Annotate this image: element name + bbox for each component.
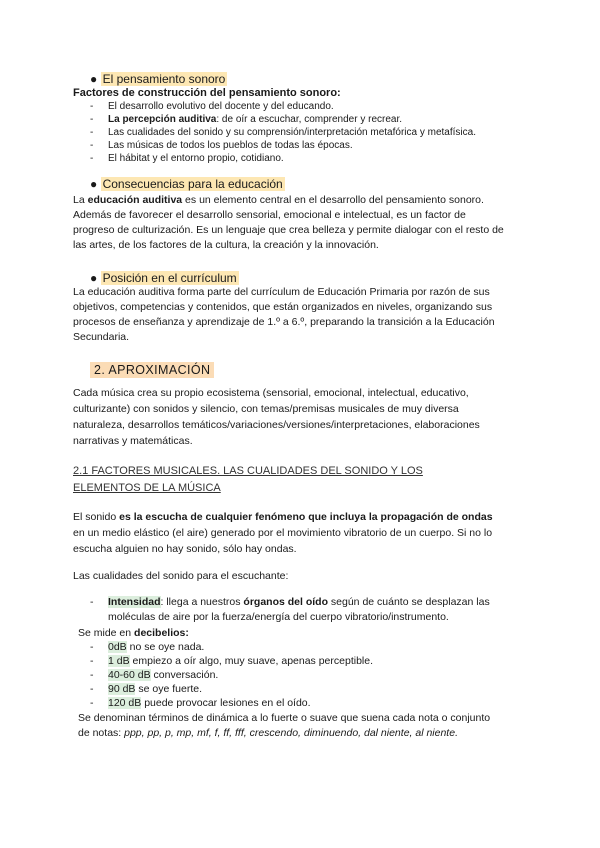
list-item: - La percepción auditiva: de oír a escuchar, comprender y recrear. bbox=[90, 114, 403, 125]
list-item: - Las músicas de todos los pueblos de todas las épocas. bbox=[90, 140, 353, 151]
paragraph-line: Además de favorecer el desarrollo sensorial, emocional e intelectual, es un factor de bbox=[73, 209, 466, 221]
paragraph-line: objetivos, competencias y contenidos, que están organizados en niveles, organizando sus bbox=[73, 301, 493, 313]
paragraph-line: Las cualidades del sonido para el escuchante: bbox=[73, 570, 289, 582]
paragraph-line: las artes, de los factores de la cultura, la creación y la innovación. bbox=[73, 239, 379, 251]
decibel-intro: Se mide en decibelios: bbox=[78, 627, 189, 639]
db-item: - 90 dB se oye fuerte. bbox=[90, 683, 202, 695]
paragraph-line: culturizante) con sonidos y silencio, con temas/premisas musicales de muy diversa bbox=[73, 403, 459, 415]
paragraph-line: La educación auditiva forma parte del currículum de Educación Primaria por razón de sus bbox=[73, 286, 490, 298]
subsection-heading-line2: ELEMENTOS DE LA MÚSICA bbox=[73, 482, 221, 494]
paragraph-line: La educación auditiva es un elemento central en el desarrollo del pensamiento sonoro. bbox=[73, 194, 484, 206]
bullet-icon: ● bbox=[90, 177, 98, 191]
bullet-icon: ● bbox=[90, 72, 98, 86]
paragraph-line: naturaleza, desarrollos temáticos/variaciones/versiones/interpretaciones, elaboraciones bbox=[73, 419, 480, 431]
subsection-heading-line1: 2.1 FACTORES MUSICALES. LAS CUALIDADES DEL SONIDO Y LOS bbox=[73, 465, 423, 477]
section-heading-pensamiento: ● El pensamiento sonoro bbox=[90, 72, 226, 86]
paragraph-line: Secundaria. bbox=[73, 331, 130, 343]
bullet-icon: ● bbox=[90, 271, 98, 285]
paragraph-line: escucha alguien no hay sonido, sólo hay ondas. bbox=[73, 543, 297, 555]
factors-subheading: Factores de construcción del pensamiento sonoro: bbox=[73, 87, 341, 99]
paragraph-line: progreso de culturización. Es un lenguaje que crea belleza y permite dialogar con el resto de bbox=[73, 224, 504, 236]
paragraph-line: El sonido es la escucha de cualquier fenómeno que incluya la propagación de ondas bbox=[73, 511, 493, 523]
section-heading-curriculum: ● Posición en el currículum bbox=[90, 271, 237, 285]
paragraph-line: de notas: ppp, pp, p, mp, mf, f, ff, fff, crescendo, diminuendo, dal niente, al niente. bbox=[78, 727, 458, 739]
db-item: - 120 dB puede provocar lesiones en el oído. bbox=[90, 697, 311, 709]
section-heading-consecuencias: ● Consecuencias para la educación bbox=[90, 177, 283, 191]
list-item: - El desarrollo evolutivo del docente y del educando. bbox=[90, 101, 334, 112]
paragraph-line: moléculas de aire por la fuerza/energía del cuerpo vibratorio/instrumento. bbox=[108, 611, 449, 623]
paragraph-line: Cada música crea su propio ecosistema (sensorial, emocional, intelectual, educativo, bbox=[73, 387, 469, 399]
list-item: - El hábitat y el entorno propio, cotidiano. bbox=[90, 153, 284, 164]
paragraph-line: en un medio elástico (el aire) generado por el movimiento vibratorio de un cuerpo. Si no lo bbox=[73, 527, 493, 539]
db-item: - 40-60 dB conversación. bbox=[90, 669, 219, 681]
section-heading-aproximacion: 2. APROXIMACIÓN bbox=[88, 360, 218, 380]
db-item: - 0dB no se oye nada. bbox=[90, 641, 205, 653]
list-item: - Las cualidades del sonido y su comprensión/interpretación metafórica y metafísica. bbox=[90, 127, 476, 138]
paragraph-line: Se denominan términos de dinámica a lo fuerte o suave que suena cada nota o conjunto bbox=[78, 712, 491, 724]
db-item: - 1 dB empiezo a oír algo, muy suave, apenas perceptible. bbox=[90, 655, 374, 667]
paragraph-line: procesos de enseñanza y aprendizaje de 1.º a 6.º, preparando la transición a la Educación bbox=[73, 316, 495, 328]
intensity-item: - Intensidad: llega a nuestros órganos del oído según de cuánto se desplazan las bbox=[90, 596, 490, 608]
paragraph-line: narrativas y matemáticas. bbox=[73, 435, 193, 447]
